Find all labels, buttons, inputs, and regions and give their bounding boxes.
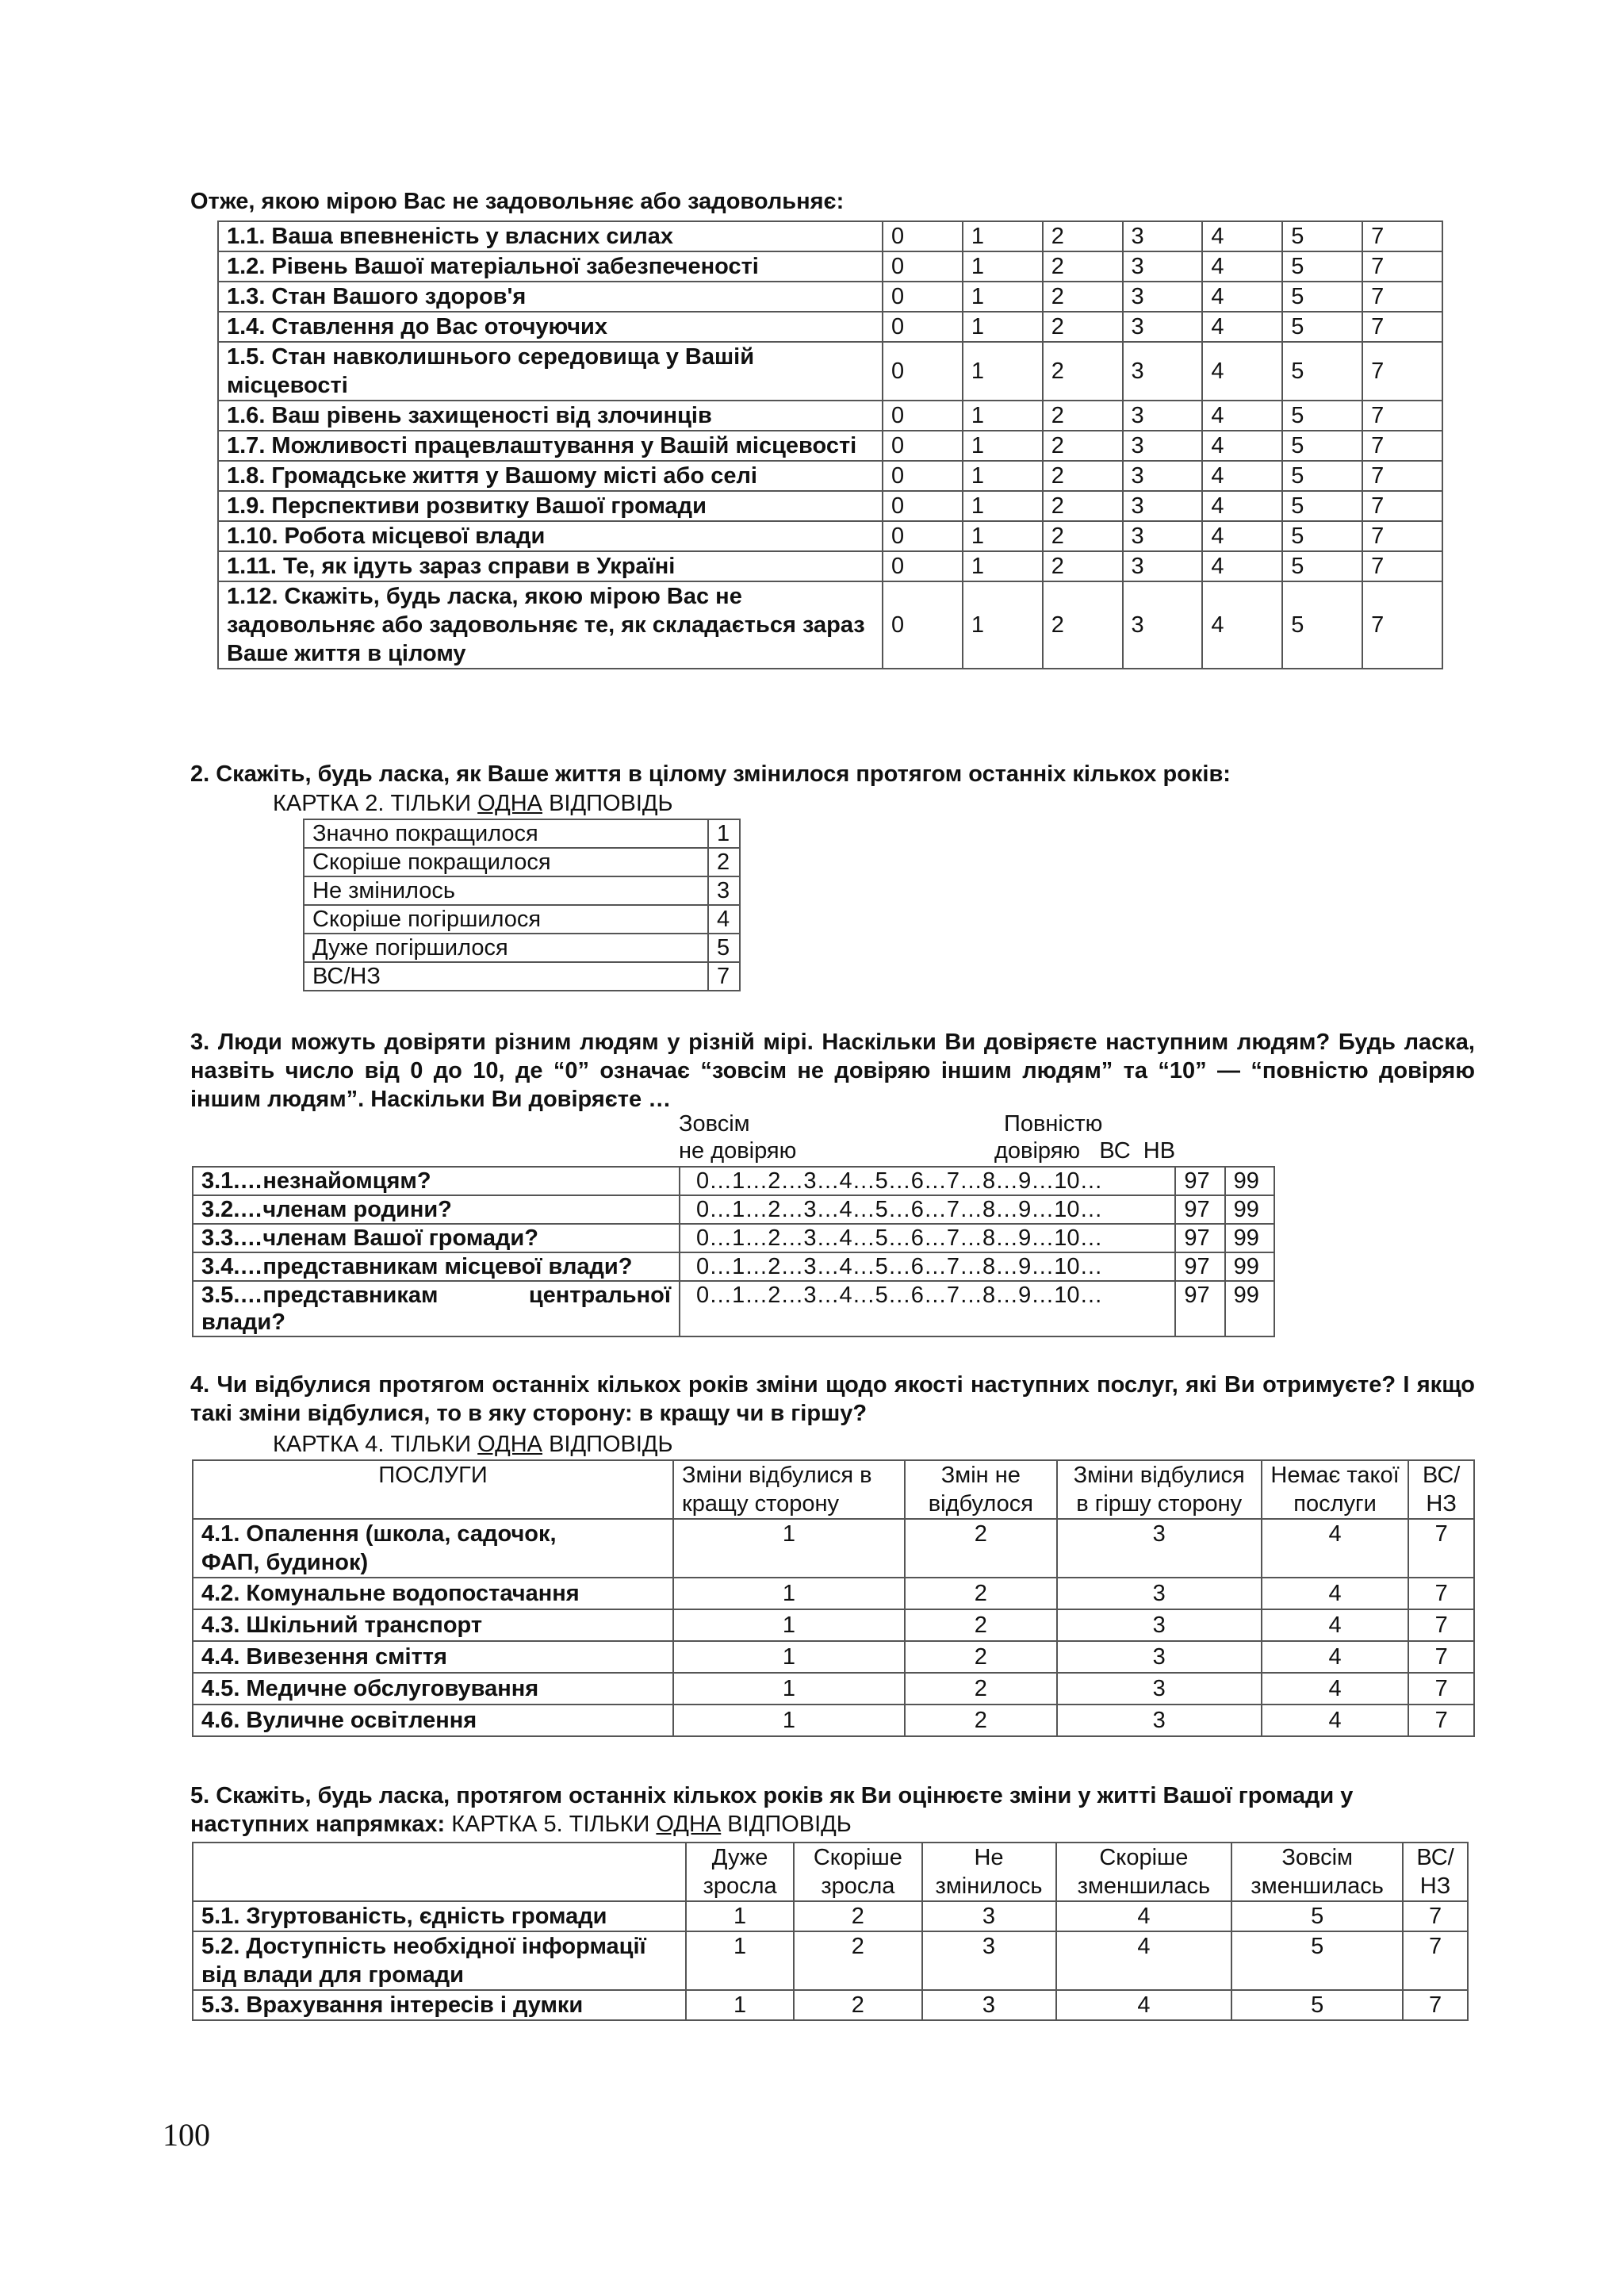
table-header-row bbox=[193, 1460, 1474, 1519]
code-value: 2 bbox=[905, 1641, 1057, 1673]
scale-value: 2 bbox=[1043, 461, 1123, 491]
scale-value: 7 bbox=[1362, 431, 1442, 461]
option-code: 2 bbox=[708, 848, 740, 876]
row-label: 1.2. Рівень Вашої матеріальної забезпеченості bbox=[218, 251, 883, 282]
table-row bbox=[193, 1705, 1474, 1736]
code-value: 2 bbox=[905, 1705, 1057, 1736]
scale-value: 4 bbox=[1202, 251, 1282, 282]
row-label: 3.2.…членам родини? bbox=[193, 1195, 680, 1224]
code-value: 5 bbox=[1231, 1901, 1403, 1931]
scale-value: 7 bbox=[1362, 282, 1442, 312]
option-code: 4 bbox=[708, 905, 740, 934]
scale-value: 7 bbox=[1362, 221, 1442, 251]
row-label: 5.2. Доступність необхідної інформації від влади для громади bbox=[193, 1931, 686, 1990]
scale-value: 4 bbox=[1202, 221, 1282, 251]
table-row bbox=[193, 1195, 1274, 1224]
option-label: Скоріше покращилося bbox=[304, 848, 708, 876]
table-row bbox=[218, 491, 1442, 521]
row-label: 1.8. Громадське життя у Вашому місті або селі bbox=[218, 461, 883, 491]
scale-value: 0 bbox=[883, 221, 963, 251]
q3-nv-label: НВ bbox=[1143, 1138, 1176, 1164]
table-row bbox=[193, 1901, 1468, 1931]
blank-header-cell bbox=[193, 1843, 686, 1901]
scale-value: 2 bbox=[1043, 342, 1123, 401]
code-value: 1 bbox=[673, 1641, 905, 1673]
scale-value: 3 bbox=[1123, 251, 1203, 282]
scale-value: 4 bbox=[1202, 342, 1282, 401]
code-value: 4 bbox=[1056, 1901, 1232, 1931]
scale-value: 2 bbox=[1043, 401, 1123, 431]
scale-value: 0 bbox=[883, 491, 963, 521]
code-value: 1 bbox=[673, 1578, 905, 1609]
table-row bbox=[304, 848, 740, 876]
row-label: 3.3.…членам Вашої громади? bbox=[193, 1224, 680, 1252]
code-value: 2 bbox=[905, 1609, 1057, 1641]
row-label: 1.12. Скажіть, будь ласка, якою мірою Вас не задовольняє або задовольняє те, як складається зараз Ваше життя в цілому bbox=[218, 581, 883, 669]
code-value: 4 bbox=[1262, 1519, 1409, 1578]
scale-value: 5 bbox=[1282, 491, 1362, 521]
table-row bbox=[304, 934, 740, 962]
code-value: 4 bbox=[1262, 1641, 1409, 1673]
scale-value: 5 bbox=[1282, 581, 1362, 669]
scale-value: 0 bbox=[883, 551, 963, 581]
code-nv: 99 bbox=[1225, 1167, 1274, 1195]
column-header: ПОСЛУГИ bbox=[193, 1460, 673, 1519]
code-value: 1 bbox=[686, 1901, 794, 1931]
code-value: 4 bbox=[1262, 1705, 1409, 1736]
code-value: 7 bbox=[1408, 1609, 1474, 1641]
scale-value: 2 bbox=[1043, 581, 1123, 669]
row-label: 4.2. Комунальне водопостачання bbox=[193, 1578, 673, 1609]
scale-value: 4 bbox=[1202, 401, 1282, 431]
column-header: Дуже зросла bbox=[686, 1843, 794, 1901]
column-header: Зміни відбулися в гіршу сторону bbox=[1057, 1460, 1262, 1519]
scale-value: 5 bbox=[1282, 251, 1362, 282]
row-label: 1.1. Ваша впевненість у власних силах bbox=[218, 221, 883, 251]
table-header-row bbox=[193, 1843, 1468, 1901]
scale-value: 1 bbox=[963, 431, 1043, 461]
table-row bbox=[193, 1281, 1274, 1336]
scale-value: 0 bbox=[883, 521, 963, 551]
q2-card-instruction: КАРТКА 2. ТІЛЬКИ ОДНА ВІДПОВІДЬ bbox=[273, 791, 673, 816]
table-row bbox=[218, 521, 1442, 551]
table-row bbox=[218, 401, 1442, 431]
scale-value: 0…1…2…3…4…5…6…7…8…9…10… bbox=[680, 1195, 1175, 1224]
scale-value: 1 bbox=[963, 581, 1043, 669]
code-nv: 99 bbox=[1225, 1224, 1274, 1252]
code-vs: 97 bbox=[1175, 1195, 1224, 1224]
code-value: 1 bbox=[673, 1609, 905, 1641]
code-value: 4 bbox=[1262, 1609, 1409, 1641]
code-value: 7 bbox=[1403, 1901, 1468, 1931]
row-label: 4.6. Вуличне освітлення bbox=[193, 1705, 673, 1736]
scale-value: 2 bbox=[1043, 431, 1123, 461]
column-header: Змін не відбулося bbox=[905, 1460, 1057, 1519]
table-row bbox=[304, 819, 740, 848]
option-code: 3 bbox=[708, 876, 740, 905]
scale-value: 2 bbox=[1043, 282, 1123, 312]
table-row bbox=[193, 1673, 1474, 1705]
scale-value: 2 bbox=[1043, 312, 1123, 342]
row-label: 3.1.…незнайомцям? bbox=[193, 1167, 680, 1195]
scale-value: 1 bbox=[963, 521, 1043, 551]
option-code: 7 bbox=[708, 962, 740, 991]
row-label: 5.3. Врахування інтересів і думки bbox=[193, 1990, 686, 2020]
scale-value: 0 bbox=[883, 431, 963, 461]
code-value: 2 bbox=[905, 1673, 1057, 1705]
code-nv: 99 bbox=[1225, 1252, 1274, 1281]
scale-value: 3 bbox=[1123, 342, 1203, 401]
table-row bbox=[218, 251, 1442, 282]
table-row bbox=[218, 581, 1442, 669]
code-value: 3 bbox=[922, 1901, 1056, 1931]
scale-value: 0 bbox=[883, 251, 963, 282]
code-value: 2 bbox=[794, 1931, 921, 1990]
option-label: Скоріше погіршилося bbox=[304, 905, 708, 934]
code-value: 3 bbox=[1057, 1705, 1262, 1736]
scale-value: 3 bbox=[1123, 401, 1203, 431]
option-label: Дуже погіршилося bbox=[304, 934, 708, 962]
scale-value: 4 bbox=[1202, 521, 1282, 551]
row-label: 1.11. Те, як ідуть зараз справи в Україні bbox=[218, 551, 883, 581]
scale-value: 7 bbox=[1362, 491, 1442, 521]
code-value: 3 bbox=[922, 1990, 1056, 2020]
code-value: 4 bbox=[1262, 1578, 1409, 1609]
row-label: 4.3. Шкільний транспорт bbox=[193, 1609, 673, 1641]
scale-value: 0 bbox=[883, 282, 963, 312]
scale-value: 0 bbox=[883, 342, 963, 401]
row-label: 1.4. Ставлення до Вас оточуючих bbox=[218, 312, 883, 342]
scale-value: 3 bbox=[1123, 282, 1203, 312]
scale-value: 4 bbox=[1202, 461, 1282, 491]
code-value: 3 bbox=[1057, 1578, 1262, 1609]
scale-value: 2 bbox=[1043, 551, 1123, 581]
code-value: 3 bbox=[1057, 1641, 1262, 1673]
code-value: 3 bbox=[1057, 1609, 1262, 1641]
scale-value: 3 bbox=[1123, 312, 1203, 342]
code-value: 3 bbox=[1057, 1519, 1262, 1578]
table-row bbox=[218, 342, 1442, 401]
option-label: Значно покращилося bbox=[304, 819, 708, 848]
code-value: 5 bbox=[1231, 1990, 1403, 2020]
scale-value: 5 bbox=[1282, 521, 1362, 551]
table-row bbox=[218, 431, 1442, 461]
table-row bbox=[193, 1252, 1274, 1281]
table-row bbox=[193, 1224, 1274, 1252]
scale-value: 7 bbox=[1362, 401, 1442, 431]
q2-heading: 2. Скажіть, будь ласка, як Ваше життя в цілому змінилося протягом останніх кількох років: bbox=[190, 761, 1231, 787]
column-header: Зміни відбулися в кращу сторону bbox=[673, 1460, 905, 1519]
scale-value: 0…1…2…3…4…5…6…7…8…9…10… bbox=[680, 1167, 1175, 1195]
code-value: 7 bbox=[1403, 1931, 1468, 1990]
code-value: 7 bbox=[1403, 1990, 1468, 2020]
q4-table bbox=[192, 1459, 1475, 1737]
q5-table bbox=[192, 1842, 1469, 2021]
row-label: 1.9. Перспективи розвитку Вашої громади bbox=[218, 491, 883, 521]
q3-scale-right-label: Повністю довіряю ВС НВ bbox=[994, 1111, 1176, 1164]
code-value: 2 bbox=[794, 1901, 921, 1931]
column-header: Скоріше зросла bbox=[794, 1843, 921, 1901]
table-row bbox=[218, 551, 1442, 581]
option-code: 5 bbox=[708, 934, 740, 962]
code-value: 4 bbox=[1056, 1931, 1232, 1990]
scale-value: 1 bbox=[963, 461, 1043, 491]
code-value: 7 bbox=[1408, 1578, 1474, 1609]
scale-value: 5 bbox=[1282, 431, 1362, 461]
scale-value: 4 bbox=[1202, 491, 1282, 521]
scale-value: 4 bbox=[1202, 581, 1282, 669]
column-header: Скоріше зменшилась bbox=[1056, 1843, 1232, 1901]
code-vs: 97 bbox=[1175, 1281, 1224, 1336]
code-value: 1 bbox=[686, 1931, 794, 1990]
row-label: 3.4.…представникам місцевої влади? bbox=[193, 1252, 680, 1281]
code-value: 1 bbox=[673, 1673, 905, 1705]
column-header: ВС/ НЗ bbox=[1403, 1843, 1468, 1901]
code-value: 1 bbox=[673, 1705, 905, 1736]
scale-value: 0 bbox=[883, 401, 963, 431]
table-row bbox=[193, 1578, 1474, 1609]
row-label: 4.1. Опалення (школа, садочок, ФАП, будинок) bbox=[193, 1519, 673, 1578]
scale-value: 1 bbox=[963, 401, 1043, 431]
q4-card-instruction: КАРТКА 4. ТІЛЬКИ ОДНА ВІДПОВІДЬ bbox=[273, 1432, 673, 1457]
row-label: 1.5. Стан навколишнього середовища у Вашій місцевості bbox=[218, 342, 883, 401]
scale-value: 7 bbox=[1362, 251, 1442, 282]
scale-value: 2 bbox=[1043, 521, 1123, 551]
scale-value: 5 bbox=[1282, 401, 1362, 431]
code-vs: 97 bbox=[1175, 1167, 1224, 1195]
scale-value: 5 bbox=[1282, 342, 1362, 401]
row-label: 1.7. Можливості працевлаштування у Вашій місцевості bbox=[218, 431, 883, 461]
code-value: 1 bbox=[686, 1990, 794, 2020]
scale-value: 7 bbox=[1362, 312, 1442, 342]
code-vs: 97 bbox=[1175, 1224, 1224, 1252]
scale-value: 1 bbox=[963, 282, 1043, 312]
code-value: 2 bbox=[905, 1519, 1057, 1578]
scale-value: 4 bbox=[1202, 282, 1282, 312]
q3-vs-label: ВС bbox=[1099, 1138, 1131, 1164]
q1-heading: Отже, якою мірою Вас не задовольняє або задовольняє: bbox=[190, 189, 845, 214]
row-label: 1.3. Стан Вашого здоров'я bbox=[218, 282, 883, 312]
scale-value: 3 bbox=[1123, 581, 1203, 669]
q2-table bbox=[303, 819, 741, 991]
scale-value: 1 bbox=[963, 251, 1043, 282]
table-row bbox=[218, 312, 1442, 342]
option-label: Не змінилось bbox=[304, 876, 708, 905]
scale-value: 3 bbox=[1123, 521, 1203, 551]
scale-value: 3 bbox=[1123, 551, 1203, 581]
scale-value: 2 bbox=[1043, 221, 1123, 251]
code-value: 7 bbox=[1408, 1705, 1474, 1736]
table-row bbox=[193, 1167, 1274, 1195]
scale-value: 7 bbox=[1362, 581, 1442, 669]
code-nv: 99 bbox=[1225, 1281, 1274, 1336]
code-value: 7 bbox=[1408, 1673, 1474, 1705]
code-value: 3 bbox=[1057, 1673, 1262, 1705]
scale-value: 0…1…2…3…4…5…6…7…8…9…10… bbox=[680, 1224, 1175, 1252]
table-row bbox=[304, 905, 740, 934]
scale-value: 5 bbox=[1282, 221, 1362, 251]
code-value: 7 bbox=[1408, 1641, 1474, 1673]
option-code: 1 bbox=[708, 819, 740, 848]
scale-value: 4 bbox=[1202, 431, 1282, 461]
code-value: 3 bbox=[922, 1931, 1056, 1990]
code-value: 1 bbox=[673, 1519, 905, 1578]
table-row bbox=[304, 962, 740, 991]
scale-value: 7 bbox=[1362, 521, 1442, 551]
scale-value: 1 bbox=[963, 551, 1043, 581]
q3-heading: 3. Люди можуть довіряти різним людям у різній мірі. Наскільки Ви довіряєте наступним людям? Будь ласка, назвіть число від 0 до 10, де “0” означає “зовсім не довіряю іншим людям” та “10” — “повністю довіряю іншим людям”. Наскільки Ви довіряєте … bbox=[190, 1030, 1475, 1112]
scale-value: 5 bbox=[1282, 282, 1362, 312]
code-value: 5 bbox=[1231, 1931, 1403, 1990]
code-value: 4 bbox=[1056, 1990, 1232, 2020]
table-row bbox=[218, 282, 1442, 312]
scale-value: 4 bbox=[1202, 312, 1282, 342]
scale-value: 3 bbox=[1123, 491, 1203, 521]
scale-value: 5 bbox=[1282, 461, 1362, 491]
q1-table bbox=[217, 220, 1443, 669]
scale-value: 4 bbox=[1202, 551, 1282, 581]
code-value: 2 bbox=[905, 1578, 1057, 1609]
q5-heading: 5. Скажіть, будь ласка, протягом останніх кількох років як Ви оцінюєте зміни у житті Вашої громади у наступних напрямках: КАРТКА 5. ТІЛЬКИ ОДНА ВІДПОВІДЬ bbox=[190, 1783, 1354, 1837]
scale-value: 7 bbox=[1362, 461, 1442, 491]
scale-value: 0 bbox=[883, 581, 963, 669]
scale-value: 0 bbox=[883, 461, 963, 491]
scale-value: 0…1…2…3…4…5…6…7…8…9…10… bbox=[680, 1281, 1175, 1336]
column-header: Не змінилось bbox=[922, 1843, 1056, 1901]
q4-heading: 4. Чи відбулися протягом останніх кількох років зміни щодо якості наступних послуг, які Ви отримуєте? І якщо такі зміни відбулися, то в яку сторону: в кращу чи в гіршу? bbox=[190, 1372, 1475, 1426]
table-row bbox=[193, 1931, 1468, 1990]
code-value: 4 bbox=[1262, 1673, 1409, 1705]
code-value: 2 bbox=[794, 1990, 921, 2020]
scale-value: 1 bbox=[963, 312, 1043, 342]
scale-value: 3 bbox=[1123, 221, 1203, 251]
scale-value: 5 bbox=[1282, 312, 1362, 342]
scale-value: 1 bbox=[963, 342, 1043, 401]
scale-value: 1 bbox=[963, 491, 1043, 521]
table-row bbox=[218, 461, 1442, 491]
row-label: 4.4. Вивезення сміття bbox=[193, 1641, 673, 1673]
row-label: 1.6. Ваш рівень захищеності від злочинців bbox=[218, 401, 883, 431]
page-number: 100 bbox=[163, 2117, 210, 2153]
row-label: 3.5.…представникам центральної влади? bbox=[193, 1281, 680, 1336]
scale-value: 3 bbox=[1123, 431, 1203, 461]
scale-value: 0…1…2…3…4…5…6…7…8…9…10… bbox=[680, 1252, 1175, 1281]
scale-value: 2 bbox=[1043, 491, 1123, 521]
column-header: Немає такої послуги bbox=[1262, 1460, 1409, 1519]
q3-scale-left-label: Зовсім не довіряю bbox=[679, 1111, 797, 1164]
scale-value: 7 bbox=[1362, 551, 1442, 581]
scale-value: 1 bbox=[963, 221, 1043, 251]
row-label: 1.10. Робота місцевої влади bbox=[218, 521, 883, 551]
row-label: 4.5. Медичне обслуговування bbox=[193, 1673, 673, 1705]
q3-table bbox=[192, 1166, 1275, 1337]
table-row bbox=[193, 1641, 1474, 1673]
table-row bbox=[193, 1609, 1474, 1641]
scale-value: 5 bbox=[1282, 551, 1362, 581]
code-nv: 99 bbox=[1225, 1195, 1274, 1224]
table-row bbox=[218, 221, 1442, 251]
table-row bbox=[193, 1519, 1474, 1578]
scale-value: 2 bbox=[1043, 251, 1123, 282]
table-row bbox=[304, 876, 740, 905]
table-row bbox=[193, 1990, 1468, 2020]
option-label: ВС/НЗ bbox=[304, 962, 708, 991]
scale-value: 7 bbox=[1362, 342, 1442, 401]
scale-value: 3 bbox=[1123, 461, 1203, 491]
scale-value: 0 bbox=[883, 312, 963, 342]
code-value: 7 bbox=[1408, 1519, 1474, 1578]
code-vs: 97 bbox=[1175, 1252, 1224, 1281]
column-header: ВС/НЗ bbox=[1408, 1460, 1474, 1519]
column-header: Зовсім зменшилась bbox=[1231, 1843, 1403, 1901]
row-label: 5.1. Згуртованість, єдність громади bbox=[193, 1901, 686, 1931]
